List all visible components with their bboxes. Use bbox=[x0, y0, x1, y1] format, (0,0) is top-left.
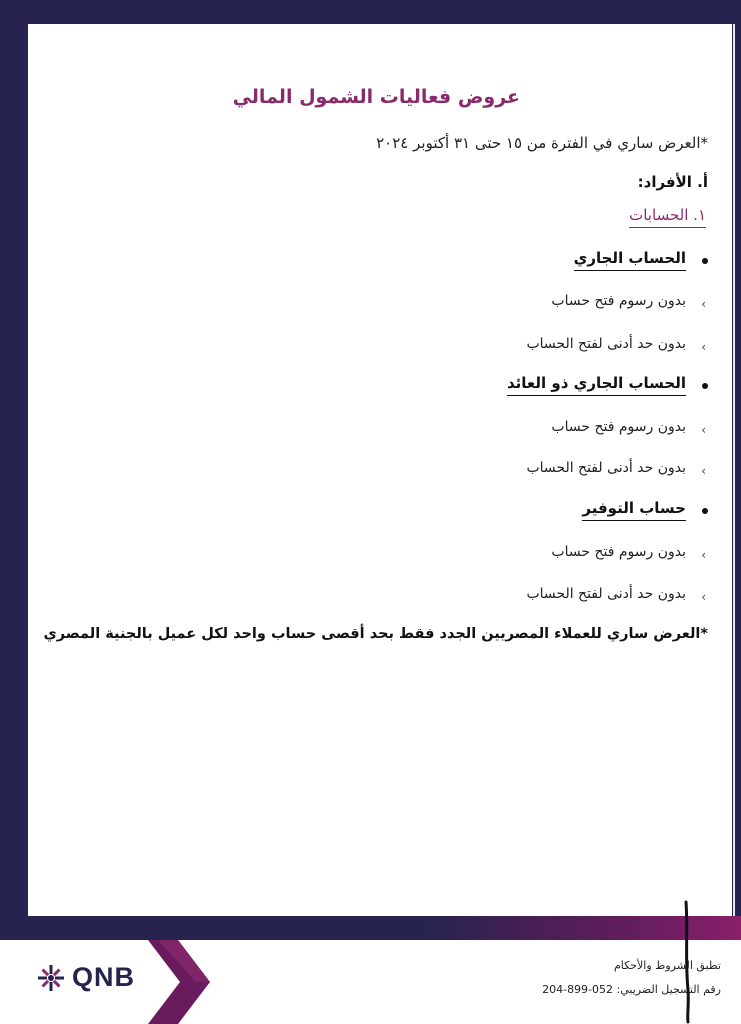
chevron-left-icon: ‹ bbox=[701, 464, 706, 478]
account-benefit: بدون حد أدنى لفتح الحساب bbox=[526, 336, 686, 352]
qnb-snowflake-logo-icon bbox=[36, 963, 66, 993]
page-edge bbox=[733, 24, 735, 916]
frame-top bbox=[0, 0, 741, 24]
chevron-left-icon: ‹ bbox=[701, 423, 706, 437]
footnote: *العرض ساري للعملاء المصريين الجدد فقط بحد أقصى حساب واحد لكل عميل بالجنية المصري bbox=[43, 626, 708, 642]
terms-text: تطبق الشروط والأحكام bbox=[613, 959, 721, 972]
frame-left bbox=[0, 0, 28, 940]
bullet-icon bbox=[702, 258, 708, 264]
footer-accent-shape bbox=[148, 940, 210, 1024]
account-heading-savings: حساب التوفير bbox=[582, 499, 686, 521]
brand-name: QNB bbox=[72, 962, 135, 992]
bullet-icon bbox=[702, 508, 708, 514]
offer-period: *العرض ساري في الفترة من ١٥ حتى ٣١ أكتوبر ٢٠٢٤ bbox=[376, 134, 708, 152]
account-heading-current: الحساب الجاري bbox=[574, 249, 686, 271]
account-heading-current-yield: الحساب الجاري ذو العائد bbox=[507, 374, 686, 396]
chevron-left-icon: ‹ bbox=[701, 590, 706, 604]
qnb-logo bbox=[36, 962, 135, 993]
subsection-accounts: ١. الحسابات bbox=[629, 206, 706, 228]
account-benefit: بدون حد أدنى لفتح الحساب bbox=[526, 586, 686, 602]
document-page bbox=[28, 24, 732, 916]
page-title: عروض فعاليات الشمول المالي bbox=[232, 86, 520, 108]
bullet-icon bbox=[702, 383, 708, 389]
chevron-left-icon: ‹ bbox=[701, 548, 706, 562]
pen-mark bbox=[680, 900, 694, 1024]
account-benefit: بدون رسوم فتح حساب bbox=[551, 293, 686, 309]
chevron-left-icon: ‹ bbox=[701, 340, 706, 354]
account-benefit: بدون رسوم فتح حساب bbox=[551, 544, 686, 560]
section-individuals: أ. الأفراد: bbox=[637, 173, 708, 191]
tax-registration: رقم التسجيل الضريبي: 052-899-204 bbox=[542, 983, 721, 996]
account-benefit: بدون رسوم فتح حساب bbox=[551, 419, 686, 435]
account-benefit: بدون حد أدنى لفتح الحساب bbox=[526, 460, 686, 476]
chevron-left-icon: ‹ bbox=[701, 297, 706, 311]
